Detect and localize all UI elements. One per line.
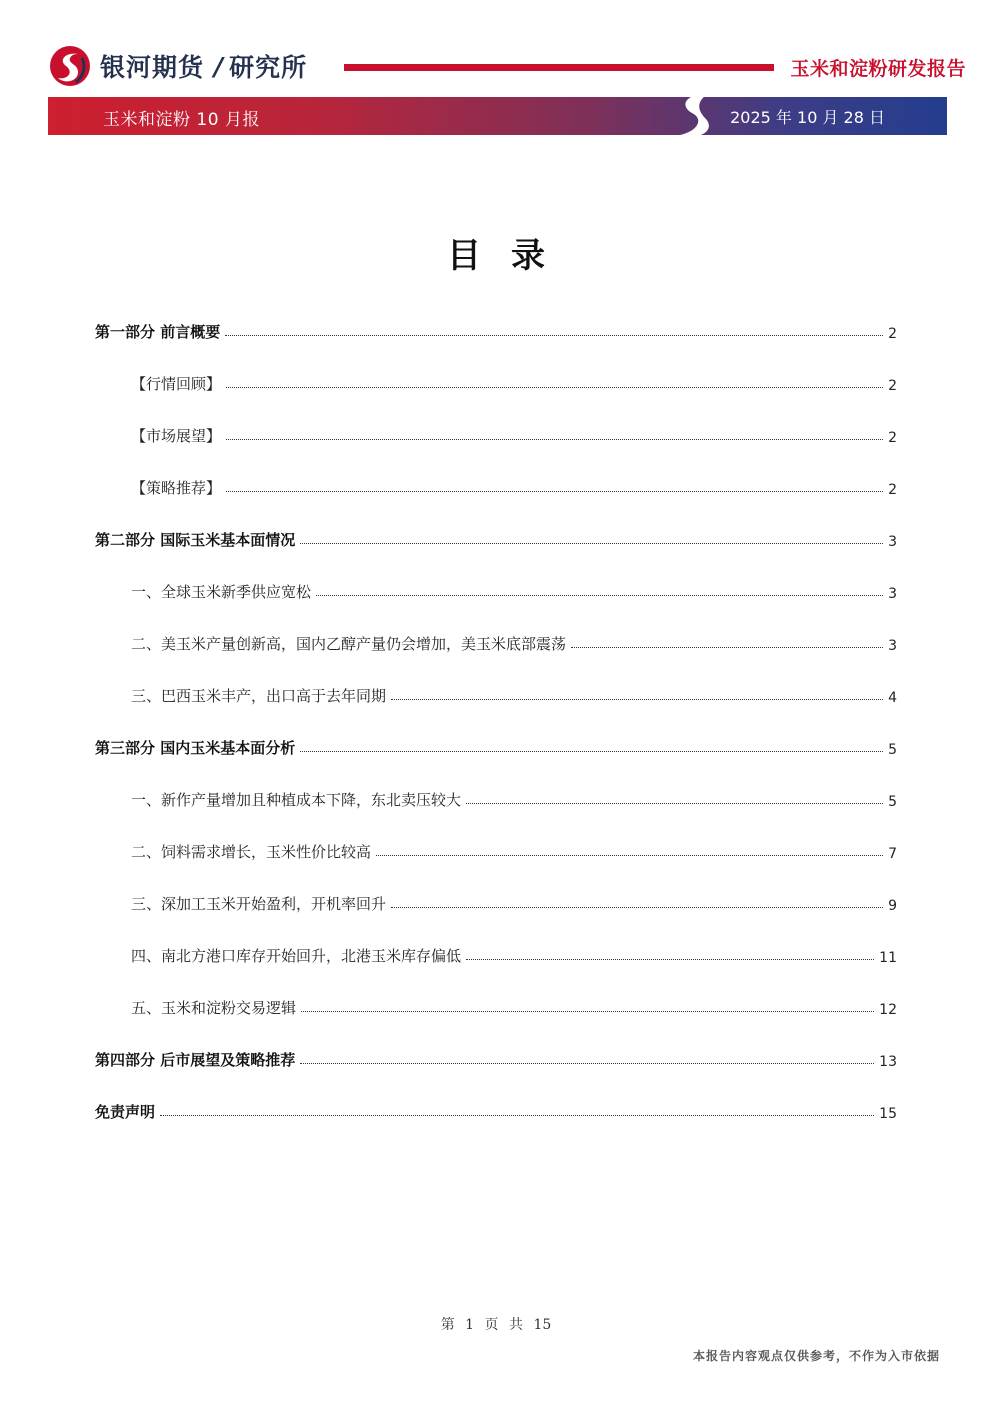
toc-entry-page: 7 [888,846,897,862]
toc-entry[interactable] [95,680,897,706]
toc-entry-label: 【市场展望】 [131,427,222,445]
page-header [0,0,992,95]
toc-entry[interactable] [95,1096,897,1122]
toc-dot-leader [571,646,883,648]
report-type: 玉米和淀粉研发报告 [790,58,966,80]
toc-entry-label: 一、新作产量增加且种植成本下降，东北卖压较大 [131,791,462,809]
toc-entry-label: 【策略推荐】 [131,479,222,497]
toc-dot-leader [160,1114,874,1116]
toc-title: 目录 [447,236,575,276]
toc-entry-label: 五、玉米和淀粉交易逻辑 [131,999,297,1017]
toc-entry-label: 第二部分 国际玉米基本面情况 [95,531,296,549]
toc-entry[interactable] [95,888,897,914]
toc-dot-leader [466,958,874,960]
toc-entry-label: 第一部分 前言概要 [95,323,221,341]
toc-entry-page: 2 [888,430,897,446]
toc-entry-page: 3 [888,534,897,550]
footer-disclaimer: 本报告内容观点仅供参考，不作为入市依据 [692,1349,940,1363]
toc-entry-label: 第四部分 后市展望及策略推荐 [95,1051,296,1069]
toc-dot-leader [300,750,883,752]
page-indicator: 第 1 页 共 15 [440,1317,552,1333]
toc-entry[interactable] [95,628,897,654]
banner-swoosh-icon [668,91,728,141]
toc-entry[interactable] [95,836,897,862]
toc-entry-label: 三、深加工玉米开始盈利，开机率回升 [131,895,387,913]
toc-entry-label: 免责声明 [95,1103,156,1121]
toc-entry[interactable] [95,784,897,810]
brand-dept: 研究所 [229,53,308,82]
toc-entry[interactable] [95,1044,897,1070]
toc-entry-page: 2 [888,378,897,394]
toc-entry[interactable] [95,992,897,1018]
toc-entry-label: 四、南北方港口库存开始回升，北港玉米库存偏低 [131,947,462,965]
toc-entry-page: 3 [888,586,897,602]
toc-entry-label: 一、全球玉米新季供应宽松 [131,583,312,601]
toc-entry-page: 5 [888,742,897,758]
toc-entry[interactable] [95,732,897,758]
toc-dot-leader [226,386,883,388]
toc-entry-page: 4 [888,690,897,706]
toc-dot-leader [391,698,883,700]
toc-dot-leader [301,1010,874,1012]
toc-entry-label: 【行情回顾】 [131,375,222,393]
toc-entry-page: 15 [879,1106,897,1122]
brand-separator: / [214,51,224,81]
banner-date: 2025 年 10 月 28 日 [730,108,885,127]
toc-entry[interactable] [95,472,897,498]
banner-title: 玉米和淀粉 10 月报 [103,110,260,130]
toc-dot-leader [466,802,883,804]
toc-dot-leader [376,854,883,856]
header-rule [344,64,774,71]
toc-entry[interactable] [95,940,897,966]
toc-entry-label: 二、饲料需求增长，玉米性价比较高 [131,843,372,861]
brand-name: 银河期货 [100,53,205,82]
toc-dot-leader [300,542,883,544]
toc-entry-page: 12 [879,1002,897,1018]
toc-entry-page: 2 [888,326,897,342]
toc-dot-leader [226,490,883,492]
toc-dot-leader [300,1062,874,1064]
toc-dot-leader [316,594,883,596]
toc-entry[interactable] [95,420,897,446]
toc-dot-leader [225,334,883,336]
toc-entry-page: 2 [888,482,897,498]
toc-entry-page: 13 [879,1054,897,1070]
toc-entry-page: 5 [888,794,897,810]
toc-entry-label: 第三部分 国内玉米基本面分析 [95,739,296,757]
toc-dot-leader [226,438,883,440]
toc-dot-leader [391,906,883,908]
toc-entry[interactable] [95,368,897,394]
toc-entry-label: 三、巴西玉米丰产，出口高于去年同期 [131,687,387,705]
toc-entry-label: 二、美玉米产量创新高，国内乙醇产量仍会增加，美玉米底部震荡 [131,635,567,653]
toc-entry[interactable] [95,316,897,342]
title-banner [48,97,947,135]
toc-entry-page: 9 [888,898,897,914]
toc-entry[interactable] [95,524,897,550]
toc-entry-page: 3 [888,638,897,654]
toc-entry[interactable] [95,576,897,602]
toc-entry-page: 11 [879,950,897,966]
galaxy-logo-icon [48,44,92,88]
brand-logo [48,44,307,88]
